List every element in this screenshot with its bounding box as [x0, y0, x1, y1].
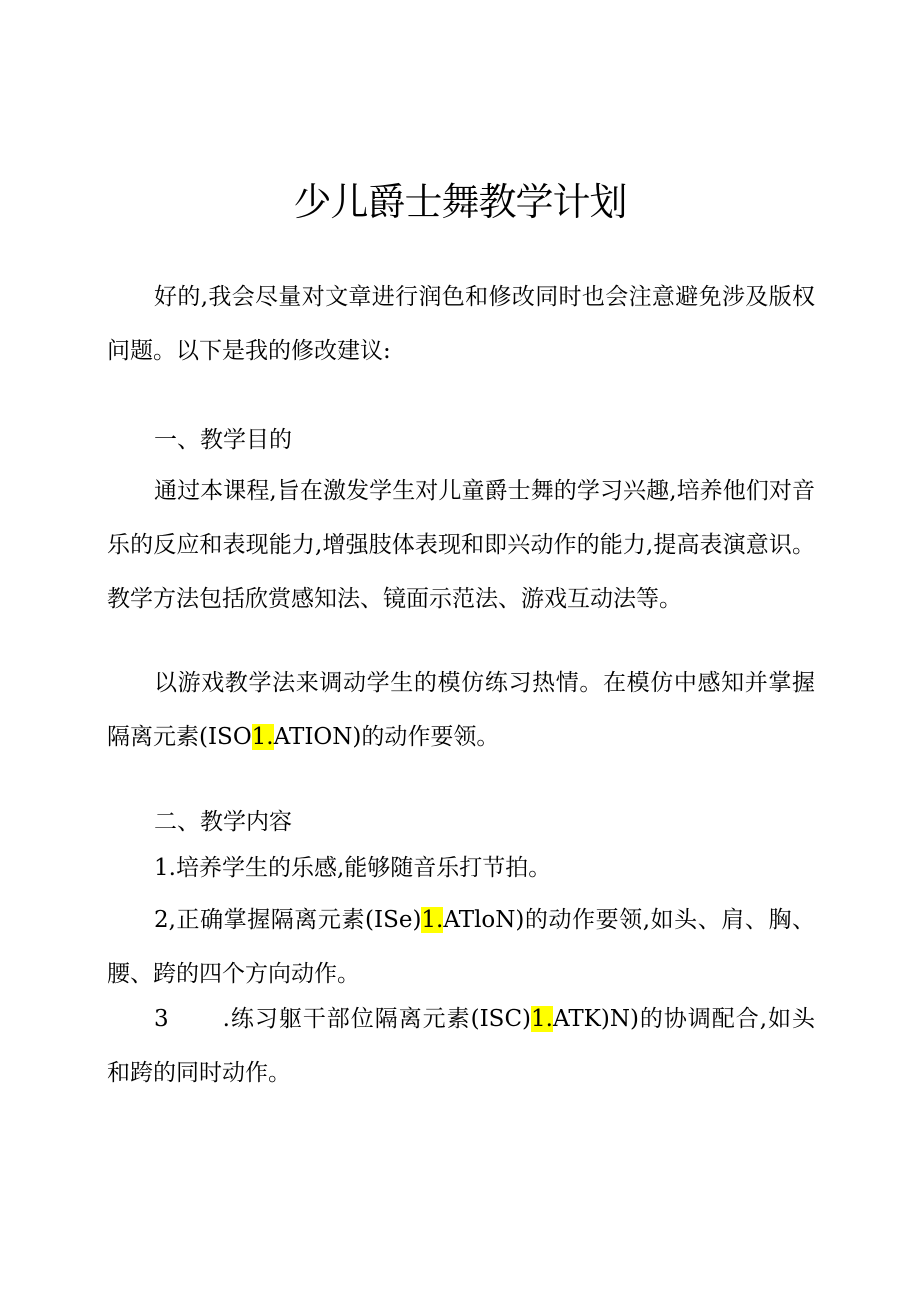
section2-item2-text-after: ATloN)的动作要领,如头、肩、胸、腰、跨的四个方向动作。 — [107, 907, 816, 987]
section1-heading-block — [107, 413, 815, 467]
section2-item3-text-after: ATK)N)的协调配合,如头和跨的同时动作。 — [107, 1006, 815, 1086]
section1-paragraph-2 — [107, 656, 815, 764]
section2-item2-block — [107, 893, 815, 1001]
highlighted-text: 1. — [531, 1006, 553, 1032]
intro-paragraph: 好的,我会尽量对文章进行润色和修改同时也会注意避免涉及版权问题。以下是我的修改建议: — [107, 284, 815, 364]
section1-para2-text-before: 以游戏教学法来调动学生的模仿练习热情。在模仿中感知并掌握隔离元素(ISO — [107, 670, 815, 750]
section2-item3-text-before: .练习躯干部位隔离元素(ISC) — [222, 1006, 532, 1032]
section1-heading: 一、教学目的 — [154, 427, 292, 453]
section2-item3-block — [107, 992, 815, 1100]
intro-block — [107, 270, 815, 378]
document-title: 少儿爵士舞教学计划 — [293, 180, 627, 224]
section1-para2-block — [107, 656, 815, 764]
section2-item-3 — [107, 992, 815, 1100]
section1-para1-block — [107, 464, 815, 626]
section2-item-2 — [107, 893, 815, 1001]
section2-item-1: 1.培养学生的乐感,能够随音乐打节拍。 — [154, 855, 552, 881]
section2-item1-block — [107, 841, 815, 895]
section2-item2-text-before: 2,正确掌握隔离元素(ISe) — [154, 907, 422, 933]
section2-item3-number: 3 — [154, 1006, 169, 1032]
highlighted-text: 1. — [251, 724, 274, 750]
highlighted-text: 1. — [421, 907, 444, 933]
section1-paragraph-1: 通过本课程,旨在激发学生对儿童爵士舞的学习兴趣,培养他们对音乐的反应和表现能力,增强肢体表现和即兴动作的能力,提高表演意识。教学方法包括欣赏感知法、镜面示范法、游戏互动法等。 — [107, 478, 815, 612]
section2-heading: 二、教学内容 — [154, 809, 292, 835]
section1-para2-text-after: ATION)的动作要领。 — [273, 724, 500, 750]
